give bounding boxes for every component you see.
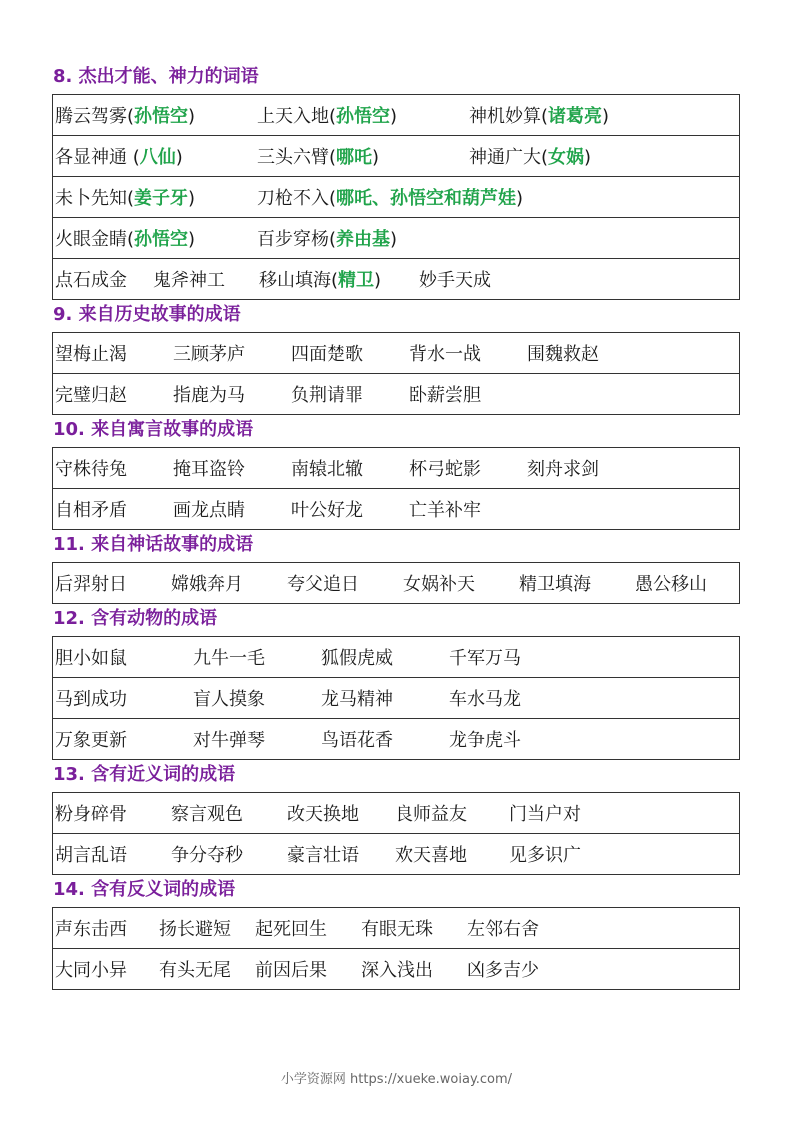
idiom-cell: 盲人摸象 <box>193 689 265 710</box>
idiom-cell: 扬长避短 <box>159 919 231 940</box>
idiom-cell: 百步穿杨(养由基) <box>257 229 398 250</box>
page <box>52 62 740 990</box>
idiom-cell: 杯弓蛇影 <box>409 459 481 480</box>
idiom-cell: 胆小如鼠 <box>55 648 127 669</box>
idiom-cell: 鸟语花香 <box>321 730 393 751</box>
idiom-cell: 妙手天成 <box>419 270 491 291</box>
idiom-cell: 背水一战 <box>409 344 481 365</box>
idiom-cell: 守株待兔 <box>55 459 127 480</box>
idiom-cell: 察言观色 <box>171 804 243 825</box>
idiom-cell: 未卜先知(姜子牙) <box>55 188 196 209</box>
idiom-cell: 改天换地 <box>287 804 359 825</box>
footer-watermark: 小学资源网 https://xueke.woiay.com/ <box>280 1072 513 1087</box>
idiom-cell: 腾云驾雾(孙悟空) <box>55 106 196 127</box>
table-row <box>53 677 739 718</box>
idiom-table <box>52 792 740 875</box>
idiom-cell: 望梅止渴 <box>55 344 127 365</box>
idiom-cell: 火眼金睛(孙悟空) <box>55 229 196 250</box>
idiom-table <box>52 907 740 990</box>
section-title: 14. 含有反义词的成语 <box>53 879 236 900</box>
table-row <box>53 637 739 677</box>
idiom-cell: 夸父追日 <box>287 574 359 595</box>
idiom-cell: 四面楚歌 <box>291 344 363 365</box>
idiom-cell: 各显神通 (八仙) <box>55 147 183 168</box>
table-row <box>53 448 739 488</box>
idiom-cell: 豪言壮语 <box>287 845 359 866</box>
idiom-cell: 良师益友 <box>395 804 467 825</box>
idiom-cell: 深入浅出 <box>361 960 433 981</box>
idiom-cell: 左邻右舍 <box>467 919 539 940</box>
idiom-cell: 千军万马 <box>449 648 521 669</box>
section-title: 10. 来自寓言故事的成语 <box>53 419 254 440</box>
idiom-table <box>52 636 740 760</box>
idiom-cell: 画龙点睛 <box>173 500 245 521</box>
section-10 <box>52 419 740 530</box>
idiom-cell: 对牛弹琴 <box>193 730 265 751</box>
idiom-cell: 嫦娥奔月 <box>171 574 243 595</box>
idiom-cell: 刀枪不入(哪吒、孙悟空和葫芦娃) <box>257 188 524 209</box>
section-9 <box>52 304 740 415</box>
idiom-cell: 叶公好龙 <box>291 500 363 521</box>
idiom-cell: 凶多吉少 <box>467 960 539 981</box>
idiom-cell: 声东击西 <box>55 919 127 940</box>
idiom-cell: 围魏救赵 <box>527 344 599 365</box>
idiom-cell: 鬼斧神工 <box>153 270 225 291</box>
idiom-table <box>52 447 740 530</box>
idiom-cell: 马到成功 <box>55 689 127 710</box>
section-8 <box>52 66 740 300</box>
table-row <box>53 948 739 989</box>
idiom-cell: 九牛一毛 <box>193 648 265 669</box>
section-title: 13. 含有近义词的成语 <box>53 764 236 785</box>
idiom-cell: 见多识广 <box>509 845 581 866</box>
idiom-table <box>52 332 740 415</box>
table-row <box>53 95 739 135</box>
idiom-cell: 神机妙算(诸葛亮) <box>469 106 610 127</box>
idiom-cell: 胡言乱语 <box>55 845 127 866</box>
idiom-cell: 粉身碎骨 <box>55 804 127 825</box>
idiom-cell: 龙马精神 <box>321 689 393 710</box>
idiom-cell: 亡羊补牢 <box>409 500 481 521</box>
section-14 <box>52 879 740 990</box>
idiom-cell: 完璧归赵 <box>55 385 127 406</box>
table-row <box>53 135 739 176</box>
section-13 <box>52 764 740 875</box>
idiom-cell: 起死回生 <box>255 919 327 940</box>
table-row <box>53 373 739 414</box>
idiom-cell: 龙争虎斗 <box>449 730 521 751</box>
idiom-cell: 卧薪尝胆 <box>409 385 481 406</box>
section-title: 8. 杰出才能、神力的词语 <box>53 66 259 87</box>
idiom-cell: 南辕北辙 <box>291 459 363 480</box>
table-row <box>53 333 739 373</box>
idiom-cell: 三顾茅庐 <box>173 344 245 365</box>
idiom-cell: 刻舟求剑 <box>527 459 599 480</box>
table-row <box>53 258 739 299</box>
idiom-cell: 有眼无珠 <box>361 919 433 940</box>
idiom-cell: 掩耳盗铃 <box>173 459 245 480</box>
section-11 <box>52 534 740 604</box>
idiom-cell: 门当户对 <box>509 804 581 825</box>
table-row <box>53 908 739 948</box>
idiom-cell: 三头六臂(哪吒) <box>257 147 380 168</box>
section-title: 12. 含有动物的成语 <box>53 608 218 629</box>
section-title: 9. 来自历史故事的成语 <box>53 304 241 325</box>
idiom-cell: 车水马龙 <box>449 689 521 710</box>
idiom-cell: 前因后果 <box>255 960 327 981</box>
idiom-cell: 狐假虎威 <box>321 648 393 669</box>
idiom-cell: 万象更新 <box>55 730 127 751</box>
idiom-cell: 争分夺秒 <box>171 845 243 866</box>
table-row <box>53 488 739 529</box>
table-row <box>53 176 739 217</box>
idiom-table <box>52 562 740 604</box>
table-row <box>53 217 739 258</box>
idiom-cell: 精卫填海 <box>519 574 591 595</box>
table-row <box>53 833 739 874</box>
idiom-cell: 上天入地(孙悟空) <box>257 106 398 127</box>
idiom-cell: 自相矛盾 <box>55 500 127 521</box>
idiom-cell: 指鹿为马 <box>173 385 245 406</box>
idiom-cell: 负荆请罪 <box>291 385 363 406</box>
idiom-cell: 点石成金 <box>55 270 127 291</box>
idiom-table <box>52 94 740 300</box>
idiom-cell: 有头无尾 <box>159 960 231 981</box>
idiom-cell: 大同小异 <box>55 960 127 981</box>
table-row <box>53 793 739 833</box>
section-title: 11. 来自神话故事的成语 <box>53 534 254 555</box>
idiom-cell: 后羿射日 <box>55 574 127 595</box>
idiom-cell: 欢天喜地 <box>395 845 467 866</box>
idiom-cell: 女娲补天 <box>403 574 475 595</box>
table-row <box>53 563 739 603</box>
idiom-cell: 愚公移山 <box>635 574 707 595</box>
table-row <box>53 718 739 759</box>
idiom-cell: 移山填海(精卫) <box>259 270 382 291</box>
section-12 <box>52 608 740 760</box>
idiom-cell: 神通广大(女娲) <box>469 147 592 168</box>
